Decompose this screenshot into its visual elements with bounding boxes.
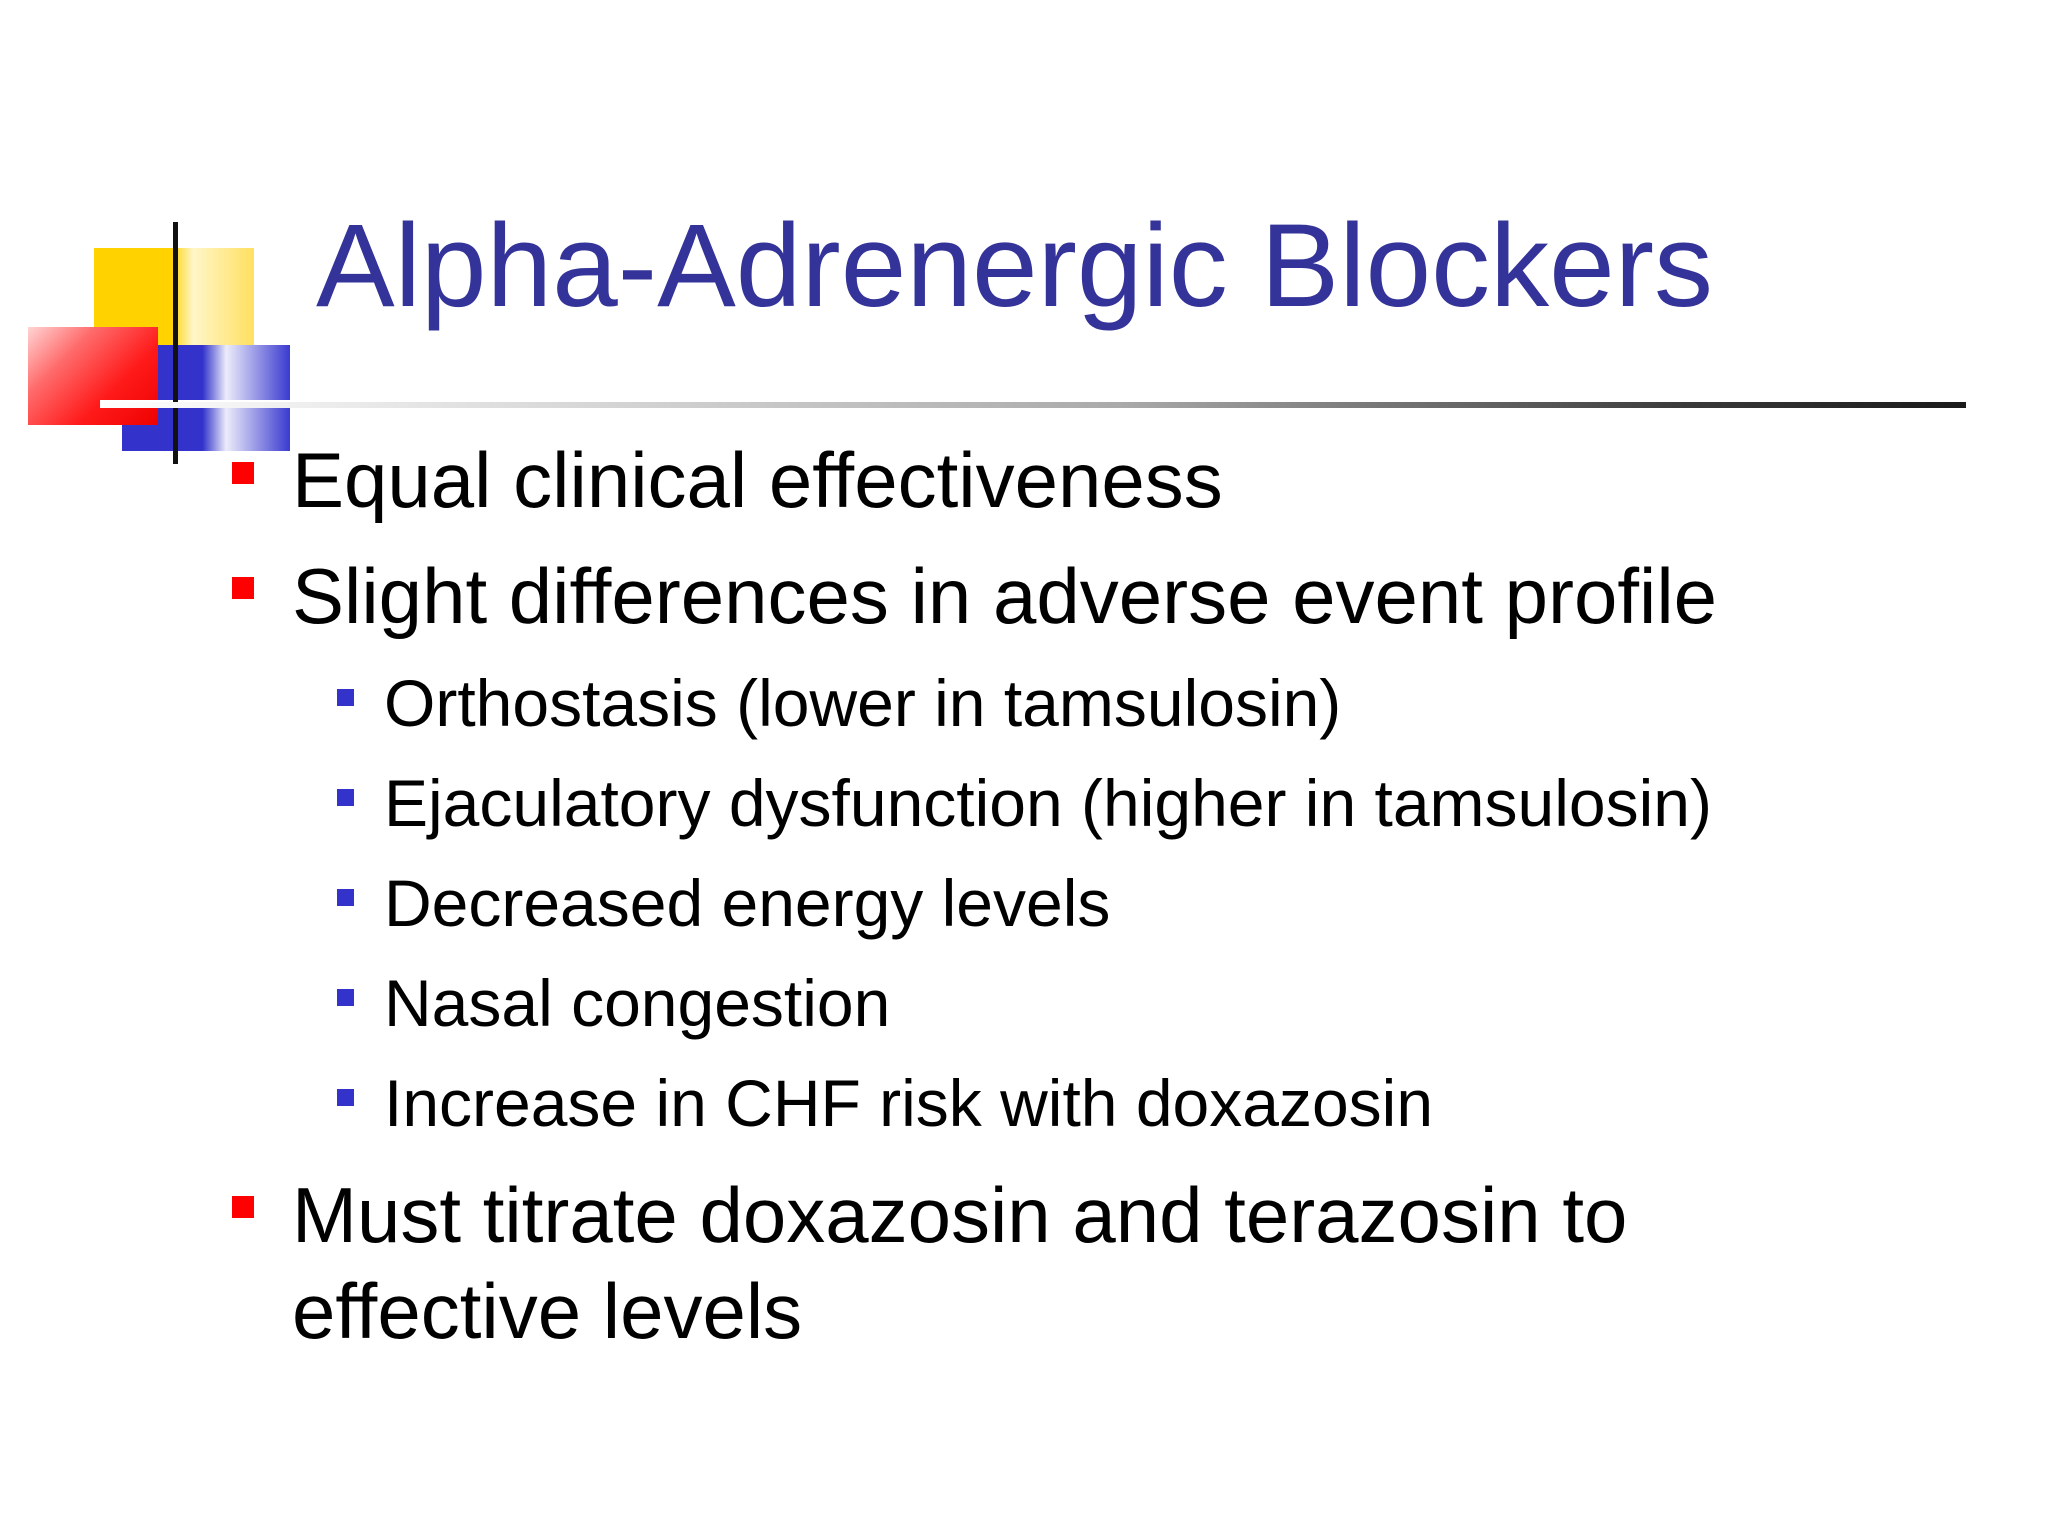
sub-bullet-text: Orthostasis (lower in tamsulosin) (384, 666, 1342, 740)
decorative-squares-logo (0, 0, 320, 480)
square-bullet-icon (232, 577, 254, 599)
bullet-text: Equal clinical effectiveness (292, 436, 1223, 524)
square-bullet-icon (337, 789, 354, 806)
square-bullet-icon (232, 1196, 254, 1218)
square-bullet-icon (232, 462, 254, 484)
square-bullet-icon (337, 989, 354, 1006)
sub-bullet-text: Increase in CHF risk with doxazosin (384, 1066, 1434, 1140)
bullet-text: Must titrate doxazosin and terazosin to (292, 1171, 1628, 1259)
square-bullet-icon (337, 889, 354, 906)
sub-bullet-text: Ejaculatory dysfunction (higher in tamsulosin) (384, 766, 1712, 840)
sub-bullet-text: Decreased energy levels (384, 866, 1111, 940)
title-underline-rule (100, 402, 1966, 408)
red-square-decoration (28, 327, 158, 425)
square-bullet-icon (337, 1089, 354, 1106)
vertical-line-decoration (173, 222, 178, 464)
bullet-text: Slight differences in adverse event profile (292, 552, 1718, 640)
slide-title: Alpha-Adrenergic Blockers (316, 200, 1713, 332)
sub-bullet-text: Nasal congestion (384, 966, 891, 1040)
bullet-text-continuation: effective levels (292, 1267, 803, 1355)
square-bullet-icon (337, 689, 354, 706)
